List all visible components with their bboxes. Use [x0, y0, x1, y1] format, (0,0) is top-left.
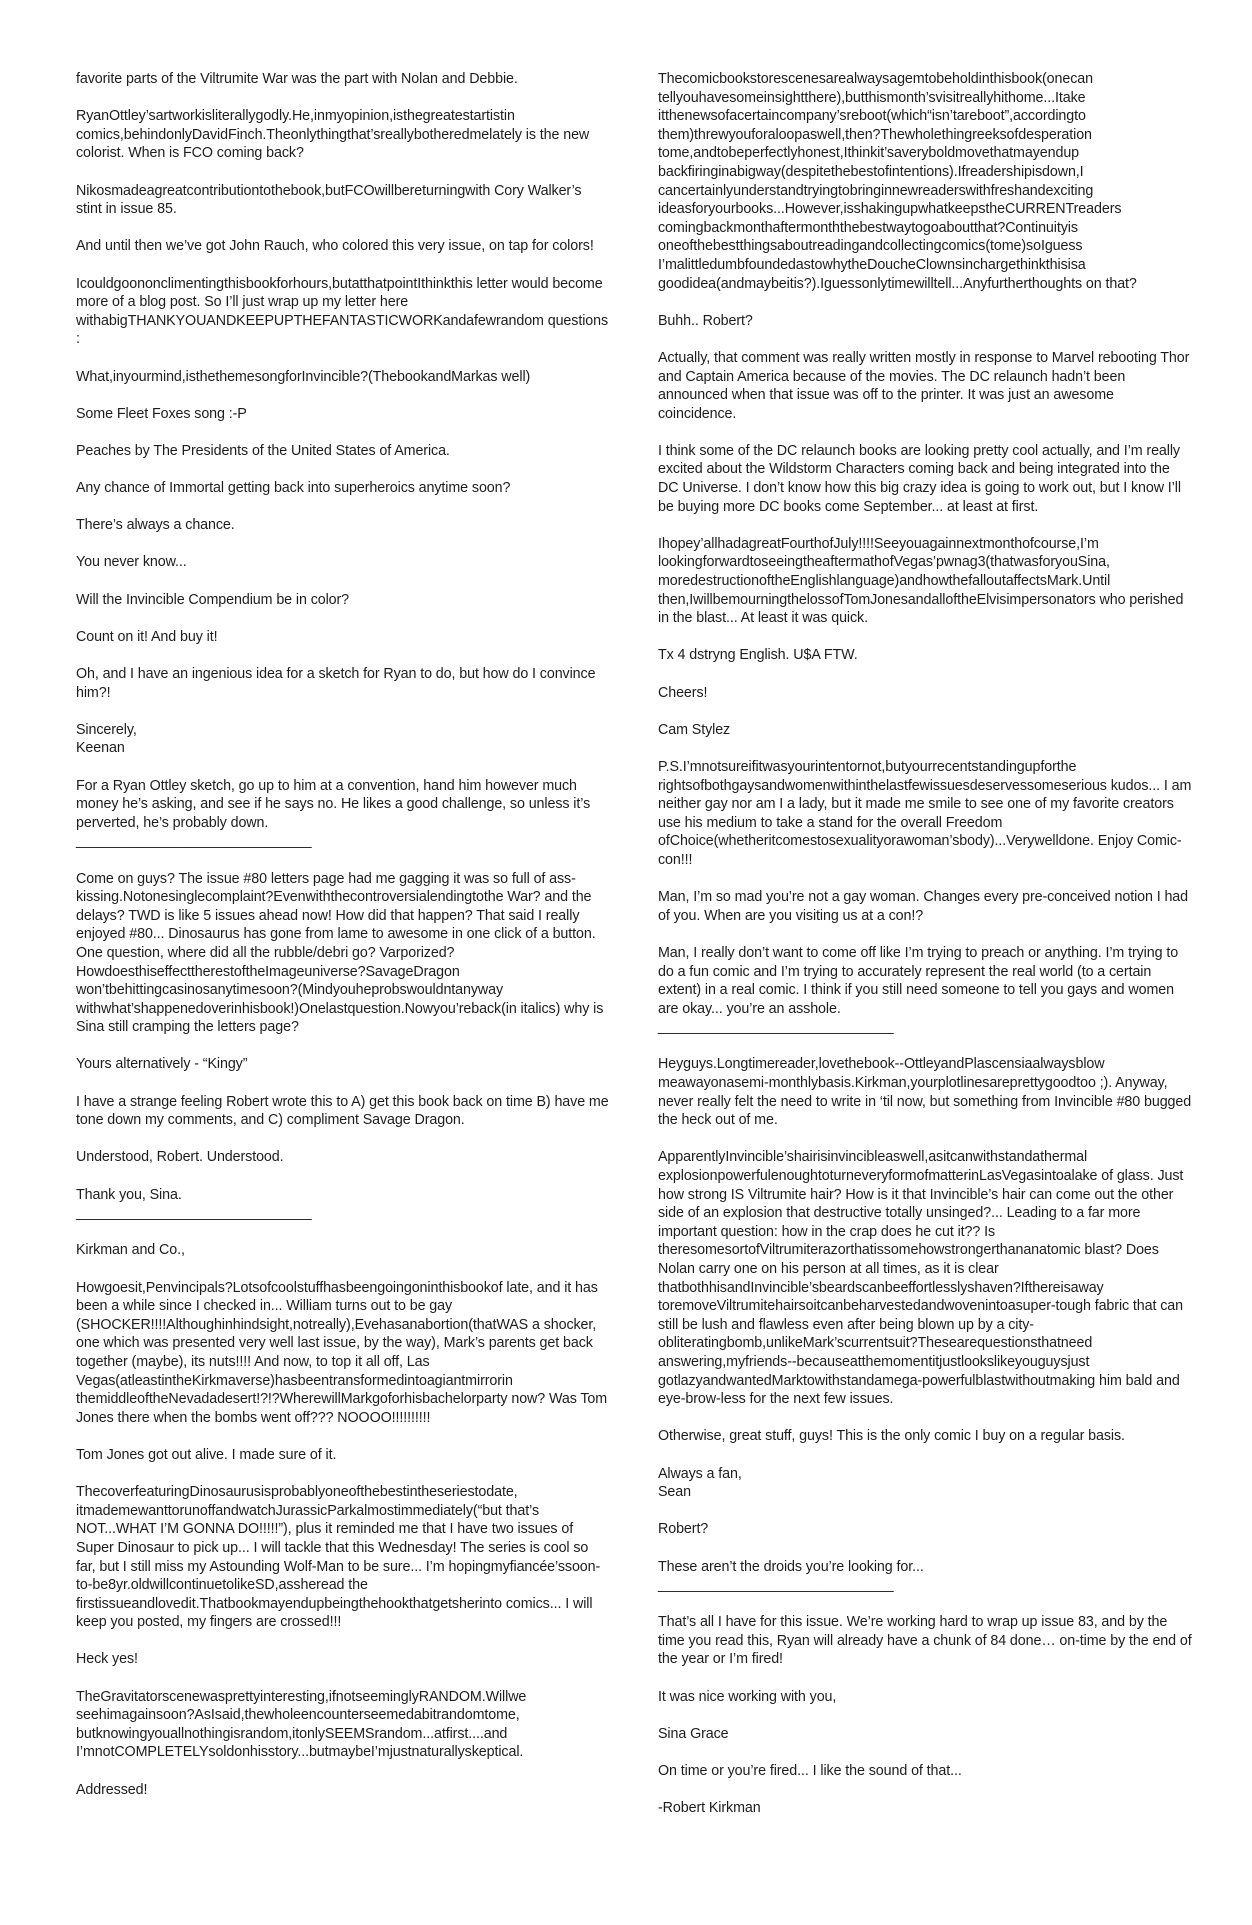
paragraph: Tx 4 dstryng English. U$A FTW. — [658, 647, 858, 664]
paragraph: On time or you’re fired... I like the sound of that... — [658, 1763, 962, 1780]
paragraph: Nikosmadeagreatcontributiontothebook,butFCOwillbereturningwith Cory Walker’s stint in issue 85. — [76, 182, 582, 218]
signature: Yours alternatively - “Kingy” — [76, 1056, 248, 1073]
paragraph: There’s always a chance. — [76, 517, 235, 534]
salutation: Kirkman and Co., — [76, 1242, 185, 1259]
paragraph: RyanOttley’sartworkisliterallygodly.He,inmyopinion,isthegreatestartistin comics,behindonlyDavidFinch.Theonlythingthat’sreallybotheredmelately is the new colorist. When is FCO coming back? — [76, 108, 590, 162]
paragraph: For a Ryan Ottley sketch, go up to him at a convention, hand him however much money he’s asking, and see if he says no. He likes a good challenge, so unless it’s perverted, he’s probably down. ______________________________ — [76, 777, 591, 850]
paragraph: Howgoesit,Penvincipals?Lotsofcoolstuffhasbeengoingoninthisbookof late, and it has been a while since I checked in... William turns out to be gay (SHOCKER!!!!Althoughinhindsight,notreally),Evehasanabortion(thatWAS a shocker, one which was presented very well last issue, by the way), Mark’s parents get back together (maybe), its nuts!!!! And now, to top it all off, Las Vegas(atleastintheKirkmaverse)hasbeentransformedintoagiantmirrorin themiddleoftheNevadadesert!?!?WherewillMarkgoforhisbachelorparty now? Was Tom Jones there when the bombs went off??? NOOOO!!!!!!!!!! — [76, 1279, 608, 1426]
paragraph: Understood, Robert. Understood. — [76, 1149, 284, 1166]
paragraph: Ihopey’allhadagreatFourthofJuly!!!!Seeyouagainnextmonthofcourse,I’m lookingforwardtoseeingtheaftermathofVegas’pwnag3(thatwasforyouSina, moredestructionoftheEnglishlanguage)andhowthefalloutaffectsMark.Until then,IwillbemourningthelossofTomJonesandalloftheElvisimpersonators who perished in the blast... At least it was quick. — [658, 535, 1184, 627]
paragraph: Some Fleet Foxes song :-P — [76, 405, 247, 422]
paragraph: Oh, and I have an ingenious idea for a sketch for Ryan to do, but how do I convince him?! — [76, 666, 596, 701]
paragraph: And until then we’ve got John Rauch, who colored this very issue, on tap for colors! — [76, 238, 594, 255]
left-column — [76, 70, 610, 1885]
paragraph: I think some of the DC relaunch books are looking pretty cool actually, and I’m really excited about the Wildstorm Characters coming back and being integrated into the DC Universe. I don’t know how this big crazy idea is going to work out, but I know I’ll be buying more DC books come September... at least at first. — [658, 442, 1181, 515]
signature: -Robert Kirkman — [658, 1800, 761, 1817]
paragraph: Thecomicbookstorescenesarealwaysagemtobeholdinthisbook(onecan tellyouhavesomeinsightthere),butthismonth’svisitreallyhithome...Itake itthenewsofacertaincompany’sreboot(which“isn’tareboot”,accordingto them)threwyouforaloopaswell,then?Thewholethingreeksofdesperation tome,andtobeperfectlyhonest,Ithinkit’saveryboldmovethatmayendup backfiringinabigway(despitethebestofintentions).Ifreadershipisdown,I cancertainlyunderstandtryingtobringinnewreaderswithfreshandexciting ideasforyourbooks...However,isshakingupwhatkeepstheCURRENTreaders comingbackmonthaftermonththebestwaytogoaboutthat?Continuityis oneofthebestthingsaboutreadingandcollectingcomics(tome)soIguess I’malittledumbfoundedastowhytheDoucheClownsinchargethinkthisisa goodidea(andmaybeitis?).Iguessonlytimewilltell...Anyfurtherthoughts on that? — [658, 71, 1137, 292]
paragraph: P.S.I’mnotsureifitwasyourintentornot,butyourrecentstandingupforthe rightsofbothgaysandwomenwithinthelastfewissuesdeservessomeserious kudos... I am neither gay nor am I a lady, but it made me smile to see one of my favorite creators use his medium to take a stand for the overall Freedom ofChoice(whetheritcomestosexualityorawoman’sbody)...Verywelldone. Enjoy Comic-con!!! — [658, 758, 1192, 868]
paragraph: ApparentlyInvincible’shairisinvincibleaswell,asitcanwithstandathermal explosionpowerfulenoughtoturneveryformofmatterinLasVegasintoalake of glass. Just how strong IS Viltrumite hair? How is it that Invincible’s hair can come out the other side of an explosion that destructive totally unsinged?... Leading to a far more important question: how in the crap does he cut it?? Is theresomesortofViltrumiterazorthatissomehowstrongerthananatomic blast? Does Nolan carry one on his person at all times, as it is clear thatbothhisandInvincible’sbeardscanbeeffortlesslyshaven?Ifthereisaway toremoveViltrumitehairsoitcanbeharvestedandwovenintoasuper-tough fabric that can still be lush and flawless even after being blown up by a city-obliteratingbomb,unlikeMark’scurrentsuit?Thesearequestionsthatneed answering,myfriends--becauseatthemomentitjustlookslikeyouguysjust gotlazyandwantedMarktowithstandamega-powerfulblastwithoutmaking him bald and eye-brow-less for the next few issues. — [658, 1149, 1184, 1408]
paragraph: Peaches by The Presidents of the United States of America. — [76, 442, 450, 459]
signature: Always a fan, Sean — [658, 1465, 742, 1501]
paragraph: Tom Jones got out alive. I made sure of it. — [76, 1446, 337, 1463]
paragraph: Come on guys? The issue #80 letters page had me gagging it was so full of ass-kissing.Notonesinglecomplaint?Evenwiththecontroversialendingtothe War? and the delays? TWD is like 5 issues ahead now! How did that happen? That said I really enjoyed #80... Dinosaurus has gone from lame to awesome in one click of a button. One question, where did all the rubble/debri go? Varporized?HowdoesthiseffecttherestoftheImageuniverse?SavageDragon won’tbehittingcasinosanytimesoon?(Mindyouheprobswouldntanyway withwhat’shappenedoverinhisbook!)Onelastquestion.Nowyou’reback(in italics) why is Sina still cramping the letters page? — [76, 870, 604, 1036]
paragraph: Addressed! — [76, 1781, 148, 1798]
paragraph: Actually, that comment was really written mostly in response to Marvel rebooting Thor and Captain America because of the movies. The DC relaunch hadn’t been announced when that issue was off to the printer. It was just an awesome coincidence. — [658, 349, 1190, 422]
signature: Sina Grace — [658, 1725, 729, 1742]
paragraph: Otherwise, great stuff, guys! This is the only comic I buy on a regular basis. — [658, 1428, 1125, 1445]
paragraph: I have a strange feeling Robert wrote this to A) get this book back on time B) have me tone down my comments, and C) compliment Savage Dragon. — [76, 1093, 609, 1129]
paragraph: Thank you, Sina. ______________________________ — [76, 1186, 312, 1222]
paragraph: Man, I’m so mad you’re not a gay woman. Changes every pre-conceived notion I had of you. When are you visiting us at a con!? — [658, 889, 1189, 924]
paragraph: Heck yes! — [76, 1651, 138, 1668]
signature: Cam Stylez — [658, 721, 731, 738]
right-column — [658, 70, 1192, 1885]
paragraph: Will the Invincible Compendium be in color? — [76, 591, 350, 608]
paragraph: Robert? — [658, 1521, 709, 1538]
paragraph: Count on it! And buy it! — [76, 628, 218, 645]
paragraph: It was nice working with you, — [658, 1688, 837, 1705]
paragraph: You never know... — [76, 554, 187, 571]
paragraph: That’s all I have for this issue. We’re working hard to wrap up issue 83, and by the time you read this, Ryan will already have a chunk of 84 done… on-time by the end of the year or I’m fired! — [658, 1614, 1192, 1668]
paragraph: What,inyourmind,isthethemesongforInvincible?(ThebookandMarkas well) — [76, 368, 531, 385]
paragraph: These aren’t the droids you’re looking for... ______________________________ — [658, 1558, 924, 1594]
paragraph: Buhh.. Robert? — [658, 312, 753, 329]
paragraph: Heyguys.Longtimereader,lovethebook--OttleyandPlascensiaalwaysblow meawayonasemi-monthlybasis.Kirkman,yourplotlinesareprettygoodtoo ;). Anyway, never really felt the need to write in ‘til now, but something from Invincible #80 bugged the heck out of me. — [658, 1056, 1192, 1129]
signature: Sincerely, Keenan — [76, 721, 137, 757]
paragraph: Man, I really don’t want to come off like I’m trying to preach or anything. I’m trying to do a fun comic and I’m trying to accurately represent the real world (to a certain extent) in a real comic. I think if you still need someone to tell you gays and women are okay... you’re an asshole. ______________________________ — [658, 944, 1179, 1036]
paragraph: Cheers! — [658, 684, 708, 701]
paragraph: favorite parts of the Viltrumite War was the part with Nolan and Debbie. — [76, 71, 518, 87]
paragraph: ThecoverfeaturingDinosaurusisprobablyoneofthebestintheseriestodate, itmademewanttorunoffandwatchJurassicParkalmostimmediately(“but that’s NOT...WHAT I’M GONNA DO!!!!!”), plus it reminded me that I have two issues of Super Dinosaur to pick up... I will tackle that this Wednesday! The series is cool so far, but I still miss my Astounding Wolf-Man to be sure... I’m hopingmyfiancée’ssoon-to-be8yr.oldwillcontinuetolikeSD,assheread the firstissueandlovedit.Thatbookmayendupbeingthehookthatgetsherinto comics... I will keep you posted, my fingers are crossed!!! — [76, 1484, 601, 1631]
paragraph: Icouldgoononclimentingthisbookforhours,butatthatpointIthinkthis letter would become more of a blog post. So I’ll just wrap up my letter here withabigTHANKYOUANDKEEPUPTHEFANTASTICWORKandafewrandom questions : — [76, 275, 609, 348]
paragraph: Any chance of Immortal getting back into superheroics anytime soon? — [76, 480, 511, 497]
paragraph: TheGravitatorscenewasprettyinteresting,ifnotseeminglyRANDOM.Willwe seehimagainsoon?AsIsaid,thewholeencounterseemedabitrandomtome, butknowingyouallnothingisrandom,itonlySEEMSrandom...atfirst....and I’mnotCOMPLETELYsoldonhisstory...butmaybeI’mjustnaturallyskeptical. — [76, 1688, 527, 1761]
